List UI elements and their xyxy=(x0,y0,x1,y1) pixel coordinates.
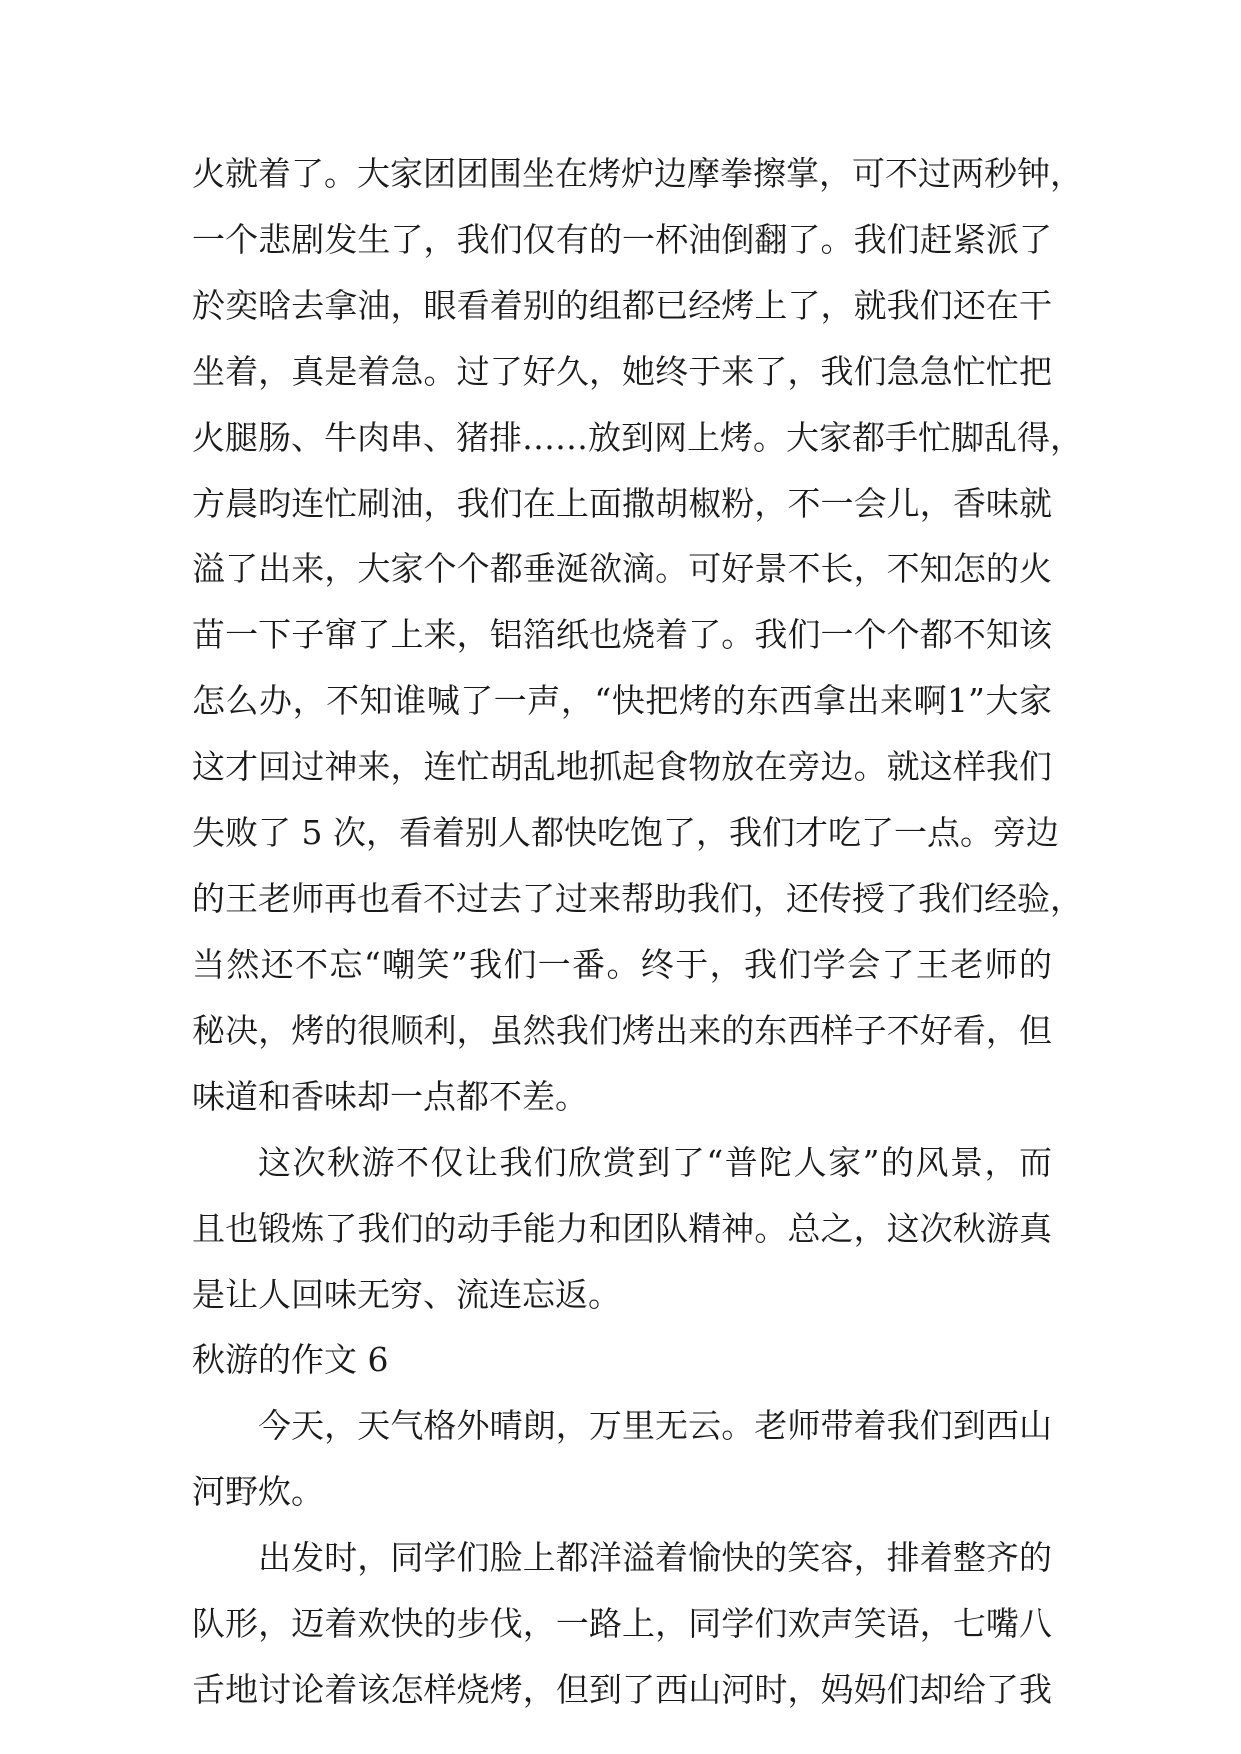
paragraph-line: 秘决，烤的很顺利，虽然我们烤出来的东西样子不好看，但 xyxy=(192,1010,1052,1050)
paragraph-line: 方晨昀连忙刷油，我们在上面撒胡椒粉，不一会儿，香味就 xyxy=(192,483,1052,523)
paragraph-line: 火腿肠、牛肉串、猪排……放到网上烤。大家都手忙脚乱得， xyxy=(192,417,1083,457)
section-heading: 秋游的作文 6 xyxy=(192,1340,389,1380)
paragraph-line: 一个悲剧发生了，我们仅有的一杯油倒翻了。我们赶紧派了 xyxy=(192,219,1052,259)
paragraph-line: 出发时，同学们脸上都洋溢着愉快的笑容，排着整齐的 xyxy=(258,1538,1052,1578)
paragraph-line: 舌地讨论着该怎样烧烤，但到了西山河时，妈妈们却给了我 xyxy=(192,1670,1052,1709)
paragraph-line: 河野炊。 xyxy=(192,1472,324,1512)
paragraph-line: 坐着，真是着急。过了好久，她终于来了，我们急急忙忙把 xyxy=(192,351,1052,391)
paragraph-line: 是让人回味无穷、流连忘返。 xyxy=(192,1274,621,1314)
paragraph-line: 且也锻炼了我们的动手能力和团队精神。总之，这次秋游真 xyxy=(192,1208,1052,1248)
paragraph-line: 这次秋游不仅让我们欣赏到了“普陀人家”的风景，而 xyxy=(258,1142,1052,1182)
paragraph-line: 於奕晗去拿油，眼看着别的组都已经烤上了，就我们还在干 xyxy=(192,285,1052,325)
paragraph-line: 今天，天气格外晴朗，万里无云。老师带着我们到西山 xyxy=(258,1406,1052,1446)
paragraph-line: 火就着了。大家团团围坐在烤炉边摩拳擦掌，可不过两秒钟， xyxy=(192,154,1083,193)
paragraph-line: 苗一下子窜了上来，铝箔纸也烧着了。我们一个个都不知该 xyxy=(192,615,1052,655)
paragraph-line: 这才回过神来，连忙胡乱地抓起食物放在旁边。就这样我们 xyxy=(192,747,1052,787)
paragraph-line: 味道和香味却一点都不差。 xyxy=(192,1076,588,1116)
paragraph-line: 的王老师再也看不过去了过来帮助我们，还传授了我们经验， xyxy=(192,879,1083,919)
paragraph-line: 失败了 5 次，看着别人都快吃饱了，我们才吃了一点。旁边 xyxy=(192,813,1059,853)
paragraph-line: 当然还不忘“嘲笑”我们一番。终于，我们学会了王老师的 xyxy=(192,944,1052,984)
paragraph-line: 怎么办，不知谁喊了一声，“快把烤的东西拿出来啊1”大家 xyxy=(192,681,1052,721)
paragraph-line: 队形，迈着欢快的步伐，一路上，同学们欢声笑语，七嘴八 xyxy=(192,1604,1052,1644)
paragraph-line: 溢了出来，大家个个都垂涎欲滴。可好景不长，不知怎的火 xyxy=(192,549,1052,589)
